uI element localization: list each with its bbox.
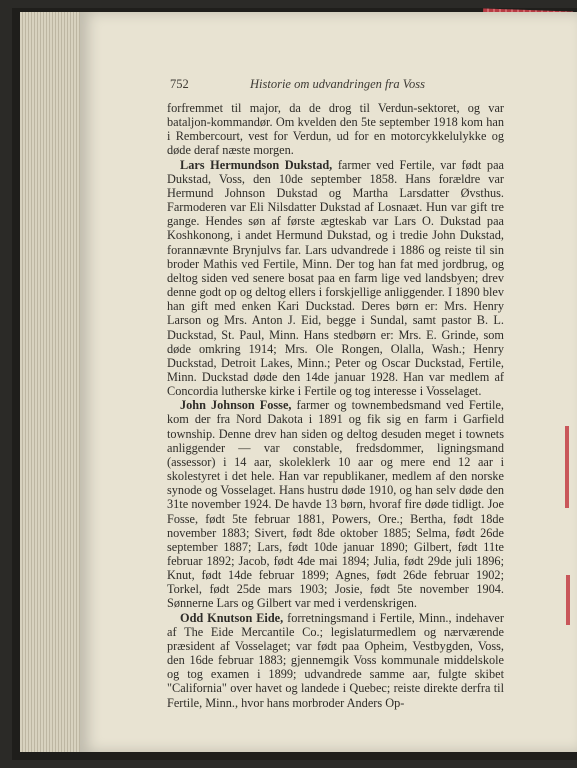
paragraph-text: farmer ved Fertile, var født paa Dukstad, Voss, den 10de september 1858. Hans forældre var Hermund Johnson Dukstad og Martha Larsdatter Øvsthus. Farmoderen var Eli Nilsdatter Dukstad af Losnaæt. Hun var gift tre gange. Hendes søn af første ægteskab var Lars O. Dukstad paa Koshkonong, i andet Hermund Dukstad, og i tredie John Dukstad, forannævnte Brynjulvs far. Lars udvandrede i 1886 og reiste til sin broder Mathis ved Fertile, Minn. Der tog han fat med jordbrug, og deltog siden ved senere bosat paa en farm lige ved landsbyen; drev denne godt op og deltog ellers i forskjellige anliggender. I 1890 blev han gift med enken Kari Duckstad. Deres børn er: Mrs. Henry Larson og Mrs. Anton J. Eid, begge i Sundal, samt pastor B. L. Duckstad, St. Paul, Minn. Hans stedbørn er: Mrs. E. Grinde, som døde omkring 1914; Mrs. Ole Rongen, Olalla, Wash.; Henry Duckstad, Detroit Lakes, Minn.; Peter og Oscar Duckstad, Fertile, Minn. Duckstad døde den 14de januar 1928. Han var medlem af Concordia lutherske kirke i Fertile og tog interesse i Vosselaget. bbox=[167, 157, 504, 399]
paragraph bbox=[167, 611, 504, 710]
person-name: John Johnson Fosse, bbox=[180, 398, 292, 413]
page-edge-mark bbox=[565, 426, 569, 508]
paragraph-text: forfremmet til major, da de drog til Verdun-sektoret, og var bataljon-kommandør. Om kvelden den 5te september 1918 kom han i Rembercourt, vest for Verdun, ud for en motorcykkelulykke og døde deraf næste morgen. bbox=[167, 101, 504, 158]
paragraph bbox=[167, 101, 504, 158]
page-edge-mark bbox=[566, 575, 570, 625]
person-name: Odd Knutson Eide, bbox=[180, 610, 284, 625]
person-name: Lars Hermundson Dukstad, bbox=[180, 157, 333, 172]
paragraph-text: farmer og townembedsmand ved Fertile, kom der fra Nord Dakota i 1891 og fik sig en farm i Garfield township. Denne drev han siden og deltog desuden meget i townets anliggender — var constable, fredsdommer, ligningsmand (assessor) i 14 aar, skoleklerk 10 aar og mere end 12 aar i skolestyret i det hele. Han var republikaner, medlem af den norske synode og Vosselaget. Hans hustru døde 1910, og han selv døde den 31te november 1924. De havde 13 børn, hvoraf fire døde tidligt. Joe Fosse, født 5te februar 1881, Powers, Ore.; Bertha, født 18de november 1883; Sivert, født 8de oktober 1885; Selma, født 26de september 1887; Lars, født 10de januar 1890; Gilbert, født 11te februar 1892; Jacob, født 4de mai 1894; Julia, født 29de juli 1896; Knut, født 14de februar 1899; Agnes, født 26de februar 1902; Torkel, født 25de mars 1903; Josie, født 5te november 1904. Sønnerne Lars og Gilbert var med i verdenskrigen. bbox=[167, 398, 504, 611]
paragraph bbox=[167, 158, 504, 399]
running-header bbox=[170, 77, 500, 92]
paragraph bbox=[167, 398, 504, 610]
paragraph-text: forretningsmand i Fertile, Minn., indehaver af The Eide Mercantile Co.; legislaturmedlem og nærværende præsident af Vosselaget; var født paa Opheim, Vestbygden, Voss, den 16de februar 1883; gjennemgik Voss kommunale middelskole og tog examen i 1899; udvandrede samme aar, fulgte skibet "California" over havet og landede i Quebec; reiste direkte derfra til Fertile, Minn., hvor hans morbroder Anders Op- bbox=[167, 610, 504, 710]
page-number: 752 bbox=[170, 77, 189, 91]
running-title: Historie om udvandringen fra Voss bbox=[250, 77, 425, 91]
body-text bbox=[167, 101, 504, 710]
